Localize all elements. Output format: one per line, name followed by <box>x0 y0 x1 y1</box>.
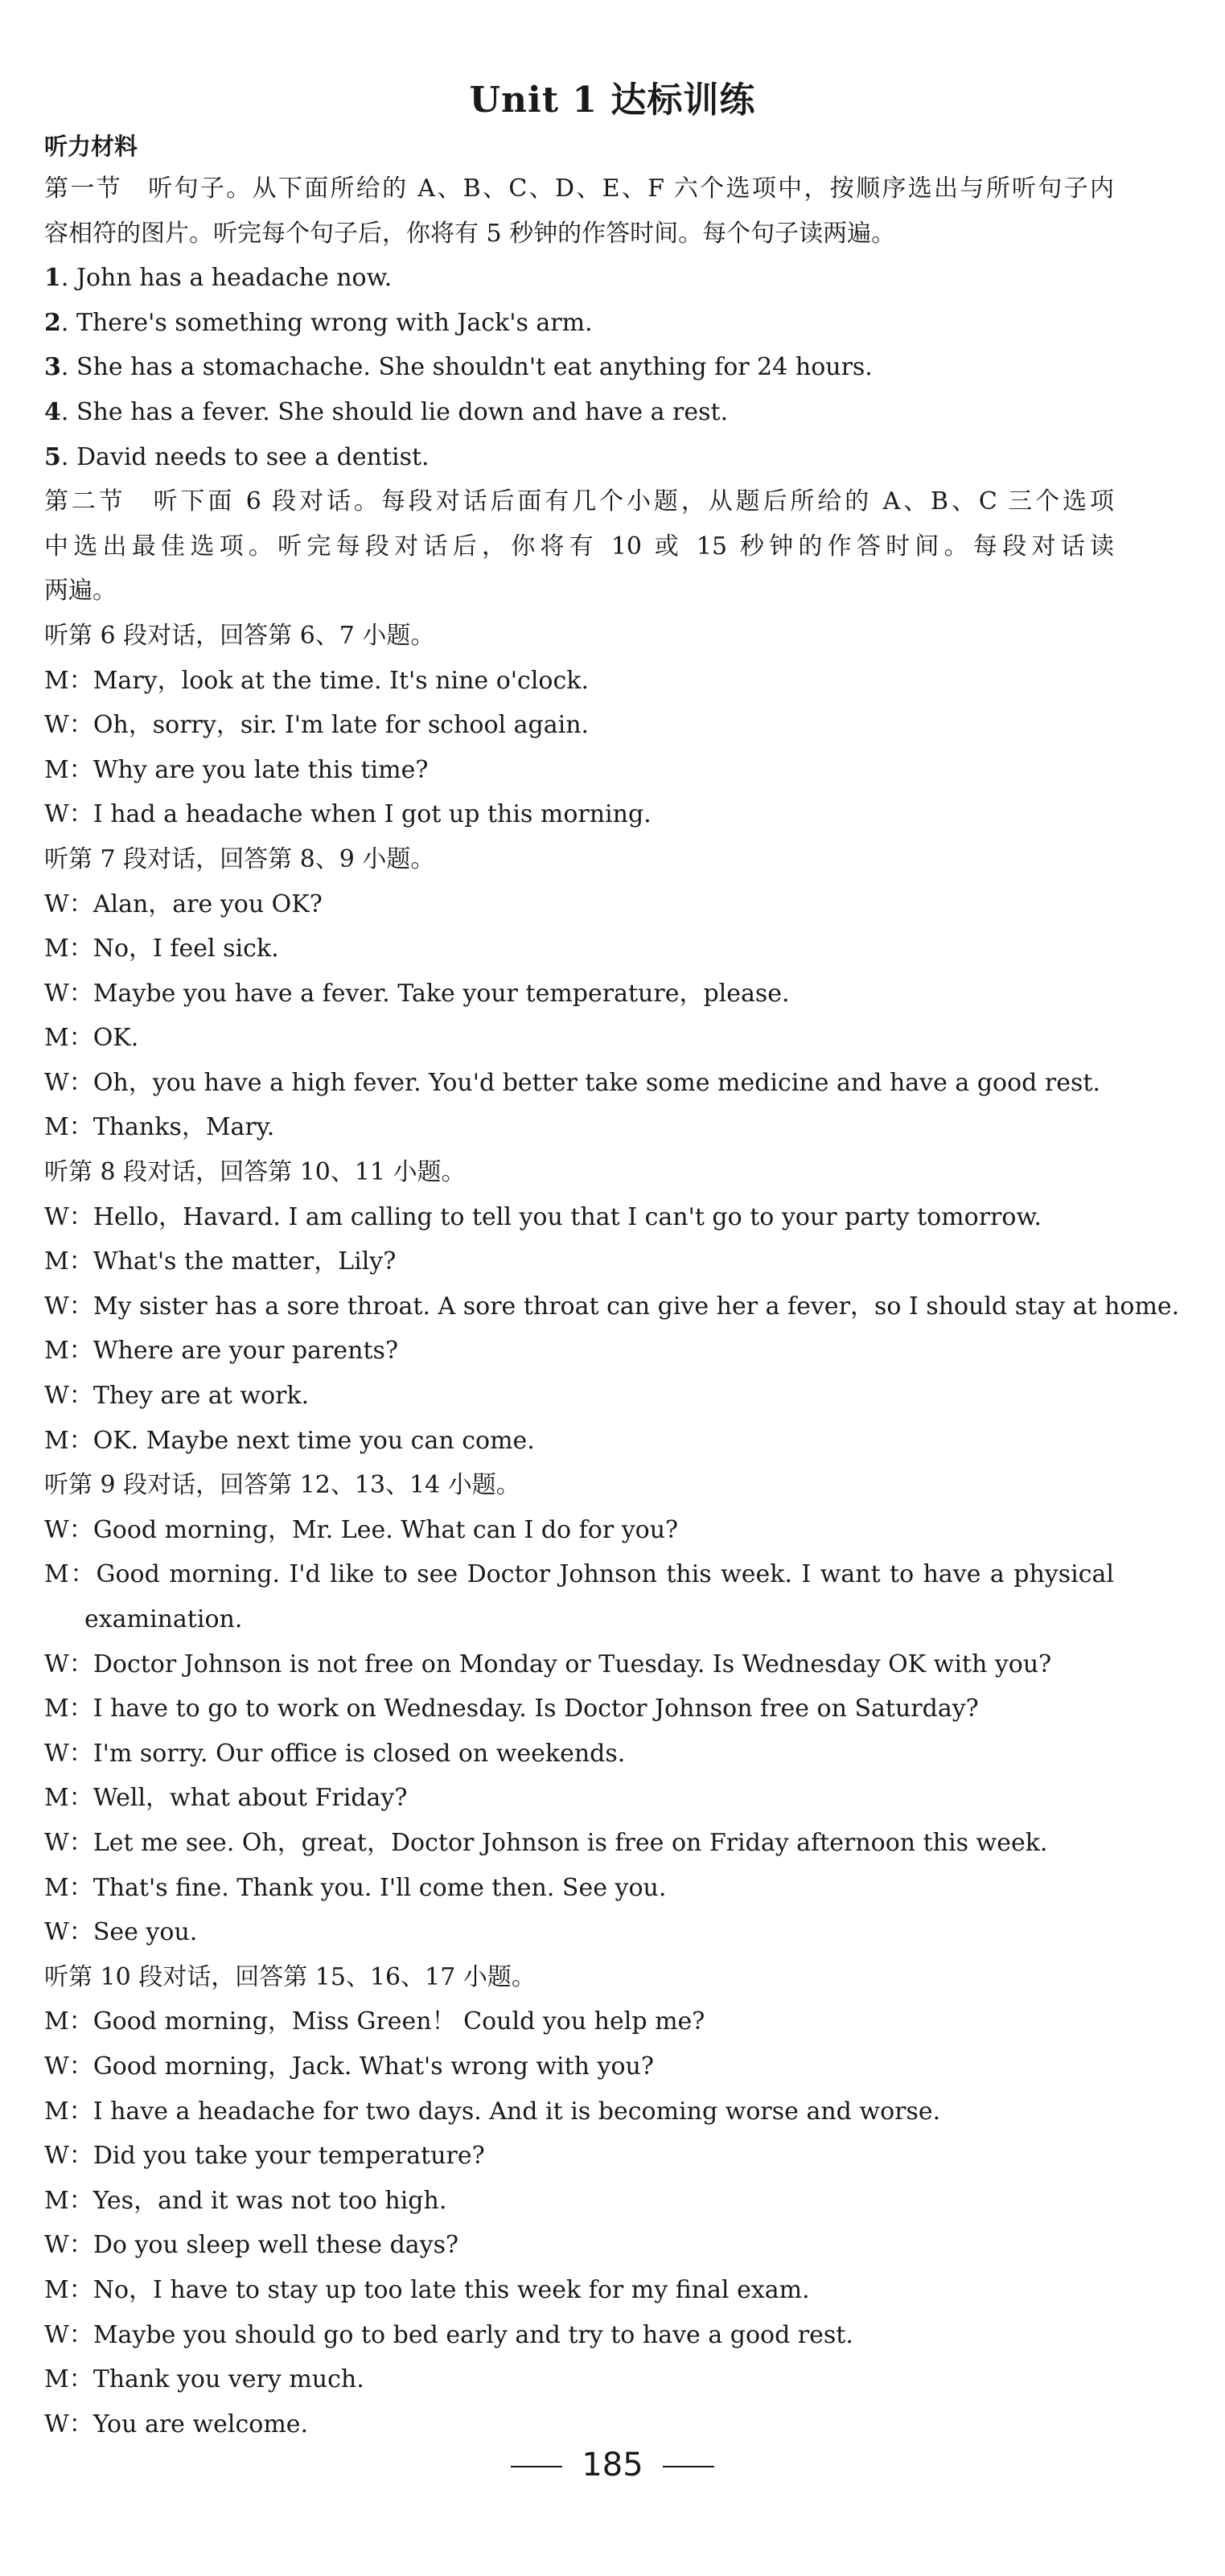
text-line <box>44 256 1114 301</box>
line-text: 听第 7 段对话，回答第 8、9 小题。 <box>44 844 435 873</box>
item-number: 4 <box>44 397 61 426</box>
line-text: 两遍。 <box>44 577 117 606</box>
line-text: M：Thanks，Mary. <box>44 1113 275 1142</box>
line-text: M：Why are you late this time? <box>44 755 429 784</box>
line-text: M：What's the matter，Lily? <box>44 1247 397 1276</box>
text-line <box>44 301 1114 346</box>
text-line <box>44 1195 1114 1240</box>
line-text: W：See you. <box>44 1918 198 1947</box>
line-text: W：You are welcome. <box>44 2410 309 2438</box>
text-line <box>44 435 1114 480</box>
line-text: 听第 8 段对话，回答第 10、11 小题。 <box>44 1158 466 1187</box>
text-line <box>44 2268 1114 2313</box>
text-line <box>44 1105 1114 1150</box>
line-text: W：Hello，Havard. I am calling to tell you that I can't go to your party tomorrow. <box>44 1202 1042 1231</box>
item-number: 5 <box>44 442 61 471</box>
text-line <box>44 792 1114 837</box>
line-text: W：Maybe you have a fever. Take your temperature，please. <box>44 979 790 1008</box>
line-text: W：They are at work. <box>44 1382 310 1411</box>
text-line <box>44 1552 1114 1597</box>
text-line <box>44 1732 1114 1777</box>
text-line <box>44 345 1114 390</box>
line-text: W：Did you take your temperature? <box>44 2142 485 2171</box>
line-text: M：Good morning. I'd like to see Doctor Johnson this week. I want to have a physical <box>44 1560 1114 1589</box>
footer-dash-right <box>663 2466 714 2467</box>
text-line <box>44 1419 1114 1464</box>
text-line <box>44 1597 1114 1642</box>
line-text: W：Oh，sorry，sir. I'm late for school again. <box>44 711 590 740</box>
line-text: M：No，I feel sick. <box>44 935 279 963</box>
text-line <box>44 1463 1114 1508</box>
line-text: W：Alan，are you OK? <box>44 889 323 918</box>
text-line <box>44 479 1114 524</box>
line-text: M：Mary，look at the time. It's nine o'clock. <box>44 666 590 695</box>
text-line <box>44 1642 1114 1687</box>
line-text: M：No，I have to stay up too late this week for my final exam. <box>44 2275 810 2304</box>
text-line <box>44 2044 1114 2089</box>
text-line <box>44 2402 1114 2447</box>
line-text: 中选出最佳选项。听完每段对话后，你将有 10 或 15 秒钟的作答时间。每段对话读 <box>44 532 1114 561</box>
text-line <box>44 166 1114 212</box>
line-text: M：Yes，and it was not too high. <box>44 2186 447 2215</box>
text-line <box>44 569 1114 614</box>
line-text: W：Oh，you have a high fever. You'd better take some medicine and have a good rest. <box>44 1068 1100 1097</box>
line-text: M：Well，what about Friday? <box>44 1784 408 1813</box>
page-number: 185 <box>582 2447 643 2484</box>
line-text: . John has a headache now. <box>60 264 393 293</box>
line-text: 听第 6 段对话，回答第 6、7 小题。 <box>44 621 435 650</box>
line-text: W：Maybe you should go to bed early and try to have a good rest. <box>44 2320 853 2349</box>
line-text: 第二节 听下面 6 段对话。每段对话后面有几个小题，从题后所给的 A、B、C 三个选项 <box>44 487 1114 516</box>
line-text: . There's something wrong with Jack's arm. <box>60 308 593 337</box>
line-text: W：Let me see. Oh，great，Doctor Johnson is free on Friday afternoon this week. <box>44 1828 1048 1857</box>
text-line <box>44 1239 1114 1284</box>
item-number: 1 <box>44 264 61 293</box>
line-text: W：Do you sleep well these days? <box>44 2231 459 2260</box>
text-line <box>44 659 1114 704</box>
text-line <box>44 212 1114 257</box>
line-text: M：I have to go to work on Wednesday. Is Doctor Johnson free on Saturday? <box>44 1695 979 1723</box>
text-line <box>44 1821 1114 1866</box>
line-text: M：OK. <box>44 1024 139 1053</box>
text-line <box>44 1329 1114 1374</box>
line-text: W：Doctor Johnson is not free on Monday or Tuesday. Is Wednesday OK with you? <box>44 1650 1052 1678</box>
text-line <box>44 1955 1114 2000</box>
line-text: W：I'm sorry. Our office is closed on weekends. <box>44 1739 626 1768</box>
line-text: M：Good morning，Miss Green！ Could you help me? <box>44 2007 705 2036</box>
text-line <box>44 1284 1180 1329</box>
line-text: examination. <box>84 1605 243 1633</box>
text-line <box>44 972 1114 1017</box>
text-line <box>44 1776 1114 1821</box>
line-text: 听第 9 段对话，回答第 12、13、14 小题。 <box>44 1471 520 1500</box>
line-text: . She has a fever. She should lie down and have a rest. <box>60 397 729 426</box>
text-line <box>44 390 1114 435</box>
line-text: 容相符的图片。听完每个句子后，你将有 5 秒钟的作答时间。每个句子读两遍。 <box>44 219 896 248</box>
text-line <box>44 524 1114 569</box>
line-text: M：OK. Maybe next time you can come. <box>44 1426 535 1455</box>
text-line <box>44 1061 1114 1106</box>
page-title: Unit 1 达标训练 <box>469 80 756 121</box>
line-text: W：Good morning，Mr. Lee. What can I do for you? <box>44 1515 679 1544</box>
text-line <box>44 2179 1114 2224</box>
item-number: 2 <box>44 308 61 337</box>
text-line <box>44 2134 1114 2179</box>
item-number: 3 <box>44 353 61 382</box>
text-line <box>44 926 1114 972</box>
text-line <box>44 1687 1114 1732</box>
line-text: 第一节 听句子。从下面所给的 A、B、C、D、E、F 六个选项中，按顺序选出与所听句子内 <box>44 175 1114 203</box>
text-line <box>44 2313 1114 2358</box>
text-line <box>44 1374 1114 1419</box>
text-line <box>44 1150 1114 1195</box>
line-text: . She has a stomachache. She shouldn't eat anything for 24 hours. <box>60 353 873 382</box>
text-line <box>44 2357 1114 2402</box>
text-line <box>44 1999 1114 2044</box>
text-line <box>44 837 1114 882</box>
text-line <box>44 748 1114 793</box>
text-line <box>44 1508 1114 1553</box>
text-line <box>44 882 1114 927</box>
footer-dash-left <box>511 2466 562 2467</box>
listening-script <box>44 166 1180 2447</box>
line-text: W：Good morning，Jack. What's wrong with you? <box>44 2052 654 2081</box>
line-text: W：I had a headache when I got up this morning. <box>44 800 652 829</box>
line-text: W：My sister has a sore throat. A sore throat can give her a fever，so I should stay at home. <box>44 1292 1180 1321</box>
page-footer <box>0 2447 1225 2484</box>
text-line <box>44 2223 1114 2268</box>
line-text: 听第 10 段对话，回答第 15、16、17 小题。 <box>44 1962 536 1991</box>
text-line <box>44 1866 1114 1911</box>
text-line <box>44 1910 1114 1955</box>
line-text: M：I have a headache for two days. And it is becoming worse and worse. <box>44 2097 941 2126</box>
line-text: M：That's fine. Thank you. I'll come then. See you. <box>44 1873 667 1902</box>
section-heading: 听力材料 <box>44 133 138 160</box>
line-text: . David needs to see a dentist. <box>60 442 430 471</box>
text-line <box>44 2089 1114 2134</box>
line-text: M：Where are your parents? <box>44 1337 399 1366</box>
text-line <box>44 703 1114 748</box>
text-line <box>44 614 1114 659</box>
text-line <box>44 1016 1114 1061</box>
line-text: M：Thank you very much. <box>44 2365 364 2394</box>
